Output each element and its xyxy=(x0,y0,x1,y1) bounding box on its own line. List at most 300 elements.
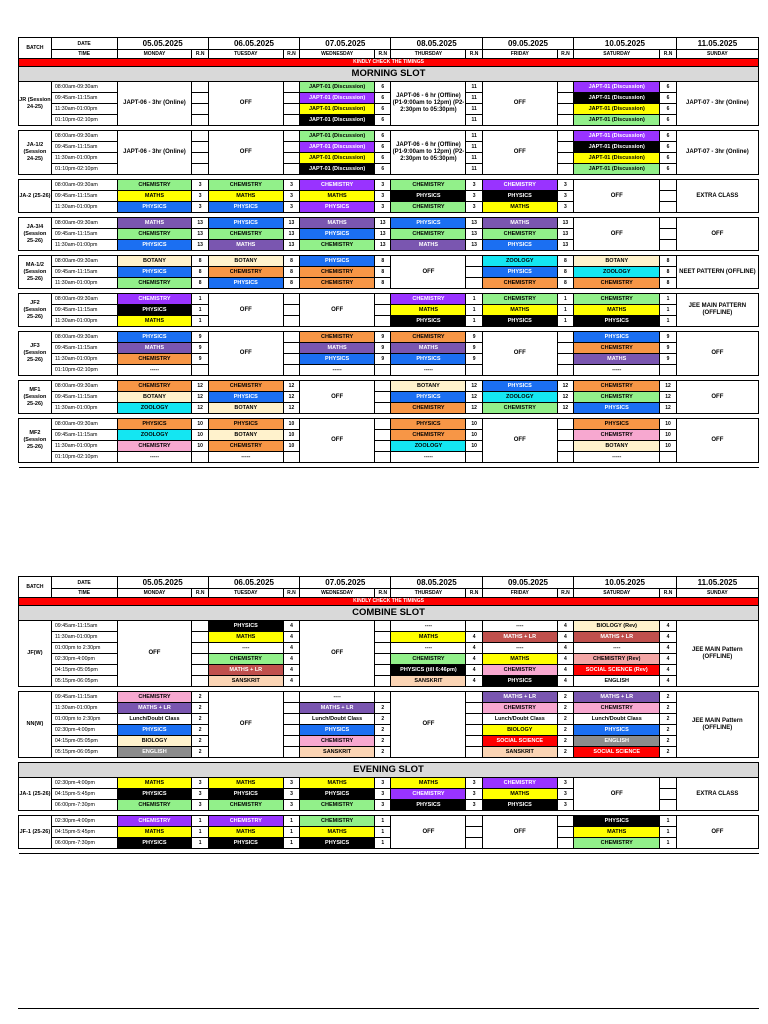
subject-cell-chemistry: CHEMISTRY xyxy=(391,789,466,800)
room-number: 2 xyxy=(660,725,676,736)
room-number: 3 xyxy=(375,789,391,800)
subject-cell-japt-01-discussion: JAPT-01 (Discussion) xyxy=(574,142,660,153)
time-header: TIME xyxy=(51,589,117,598)
subject-cell-chemistry: CHEMISTRY xyxy=(391,654,466,665)
room-number: 6 xyxy=(660,115,676,126)
room-number: 6 xyxy=(660,142,676,153)
room-number: 4 xyxy=(283,632,299,643)
subject-cell-japt-01-discussion: JAPT-01 (Discussion) xyxy=(574,104,660,115)
day-fri: FRIDAY xyxy=(482,50,557,59)
room-number xyxy=(557,419,573,430)
subject-cell-maths: MATHS xyxy=(117,827,192,838)
room-number xyxy=(466,278,482,289)
subject-cell-maths-lr: MATHS + LR xyxy=(117,703,192,714)
time-slot: 08:00am-09:30am xyxy=(51,256,117,267)
room-number: 3 xyxy=(283,202,299,213)
table-row xyxy=(19,82,759,93)
batch-name: JA-1/2 (Session 24-25) xyxy=(19,131,52,175)
room-number: 8 xyxy=(283,267,299,278)
room-number: 2 xyxy=(557,714,573,725)
room-number xyxy=(557,142,573,153)
room-number: 1 xyxy=(466,316,482,327)
batch-header: BATCH xyxy=(19,38,52,59)
room-number xyxy=(192,452,208,463)
room-number: 13 xyxy=(192,229,208,240)
subject-cell-physics: PHYSICS xyxy=(208,218,283,229)
batch-name: JA-3/4 (Session 25-26) xyxy=(19,218,52,251)
subject-cell-maths: MATHS xyxy=(208,632,283,643)
room-number xyxy=(466,725,482,736)
room-number: 1 xyxy=(557,316,573,327)
slot-title: MORNING SLOT xyxy=(19,67,759,82)
subject-cell-: ---- xyxy=(574,643,660,654)
table-row xyxy=(19,452,759,463)
rn-header: R.N xyxy=(660,589,676,598)
subject-cell-english: ENGLISH xyxy=(574,676,660,687)
time-slot: 08:00am-09:30am xyxy=(51,131,117,142)
time-slot: 08:00am-09:30am xyxy=(51,180,117,191)
page-bottom-rule xyxy=(18,1008,759,1009)
table-row xyxy=(19,256,759,267)
room-number: 10 xyxy=(466,430,482,441)
room-number xyxy=(466,267,482,278)
room-number: 3 xyxy=(557,202,573,213)
subject-cell-maths-lr: MATHS + LR xyxy=(574,692,660,703)
subject-cell-lunch-doubt-class: Lunch/Doubt Class xyxy=(300,714,375,725)
time-slot: 11:30am-01:00pm xyxy=(51,354,117,365)
room-number: 2 xyxy=(557,692,573,703)
subject-cell-japt-01-discussion: JAPT-01 (Discussion) xyxy=(300,142,375,153)
room-number: 1 xyxy=(192,838,208,849)
sunday-cell: JEE MAIN Pattern (OFFLINE) xyxy=(676,621,758,687)
room-number: 3 xyxy=(192,202,208,213)
subject-cell-japt-01-discussion: JAPT-01 (Discussion) xyxy=(574,164,660,175)
subject-cell-chemistry: CHEMISTRY xyxy=(300,278,375,289)
subject-cell-sanskrit: SANSKRIT xyxy=(208,676,283,687)
room-number: 10 xyxy=(466,441,482,452)
subject-cell-chemistry: CHEMISTRY xyxy=(300,800,375,811)
subject-cell-chemistry: CHEMISTRY xyxy=(482,703,557,714)
room-number xyxy=(283,332,299,343)
time-slot: 11:30am-01:00pm xyxy=(51,104,117,115)
subject-cell-physics: PHYSICS xyxy=(117,202,192,213)
merged-cell-off: OFF xyxy=(300,294,375,327)
subject-cell-maths: MATHS xyxy=(117,191,192,202)
date-wed: 07.05.2025 xyxy=(300,577,391,589)
room-number xyxy=(660,778,676,789)
room-number: 9 xyxy=(660,332,676,343)
table-row xyxy=(19,747,759,758)
room-number: 8 xyxy=(557,278,573,289)
time-slot: 06:00pm-7:30pm xyxy=(51,838,117,849)
date-header: DATE xyxy=(51,577,117,589)
day-wed: WEDNESDAY xyxy=(300,589,375,598)
sunday-cell: EXTRA CLASS xyxy=(676,180,758,213)
room-number: 13 xyxy=(466,229,482,240)
room-number xyxy=(283,725,299,736)
room-number xyxy=(283,82,299,93)
subject-cell-physics: PHYSICS xyxy=(208,621,283,632)
room-number: 13 xyxy=(375,218,391,229)
room-number xyxy=(192,654,208,665)
evening-slot-row xyxy=(19,763,759,778)
merged-cell-japt-06-6-hr-offline-p1-9-00am-to-12pm-p2-2-30pm-to-05-30pm: JAPT-06 - 6 hr (Offline) (P1-9:00am to 12pm) (P2-2:30pm to 05:30pm) xyxy=(391,82,466,126)
subject-cell-physics: PHYSICS xyxy=(574,419,660,430)
room-number: 8 xyxy=(192,256,208,267)
day-tue: TUESDAY xyxy=(208,589,283,598)
morning-timetable xyxy=(18,33,759,468)
subject-cell-botany: BOTANY xyxy=(574,256,660,267)
room-number: 12 xyxy=(283,392,299,403)
room-number xyxy=(283,703,299,714)
room-number xyxy=(466,816,482,827)
subject-cell-physics-till-6-46pm: PHYSICS (till 6:46pm) xyxy=(391,665,466,676)
room-number xyxy=(660,218,676,229)
subject-cell-maths: MATHS xyxy=(574,354,660,365)
room-number: 12 xyxy=(557,381,573,392)
room-number: 3 xyxy=(283,180,299,191)
table-row xyxy=(19,838,759,849)
room-number: 3 xyxy=(192,789,208,800)
subject-cell-social-science: SOCIAL SCIENCE xyxy=(482,736,557,747)
room-number: 1 xyxy=(283,838,299,849)
time-slot: 08:00am-09:30am xyxy=(51,218,117,229)
room-number: 1 xyxy=(192,305,208,316)
subject-cell-: ---- xyxy=(300,692,375,703)
subject-cell-maths: MATHS xyxy=(391,778,466,789)
subject-cell-maths: MATHS xyxy=(117,316,192,327)
batch-name: JF-1 (25-26) xyxy=(19,816,52,849)
room-number: 6 xyxy=(660,93,676,104)
day-thu: THURSDAY xyxy=(391,589,466,598)
room-number: 4 xyxy=(466,676,482,687)
subject-cell-chemistry: CHEMISTRY xyxy=(300,240,375,251)
room-number: 9 xyxy=(375,332,391,343)
subject-cell-physics: PHYSICS xyxy=(208,202,283,213)
subject-cell-chemistry: CHEMISTRY xyxy=(391,403,466,414)
time-slot: 11:30am-01:00pm xyxy=(51,202,117,213)
room-number xyxy=(466,838,482,849)
subject-cell-english: ENGLISH xyxy=(117,747,192,758)
room-number: 2 xyxy=(192,747,208,758)
time-slot: 01:10pm-02:10pm xyxy=(51,164,117,175)
subject-cell-chemistry-rev: CHEMISTRY (Rev) xyxy=(574,654,660,665)
subject-cell-: ----- xyxy=(117,452,192,463)
subject-cell-physics: PHYSICS xyxy=(300,256,375,267)
time-slot: 11:30am-01:00pm xyxy=(51,278,117,289)
subject-cell-physics: PHYSICS xyxy=(117,838,192,849)
room-number xyxy=(283,294,299,305)
room-number: 13 xyxy=(283,240,299,251)
subject-cell-physics: PHYSICS xyxy=(300,229,375,240)
room-number: 6 xyxy=(660,131,676,142)
room-number: 4 xyxy=(466,643,482,654)
table-row xyxy=(19,827,759,838)
subject-cell-chemistry: CHEMISTRY xyxy=(208,267,283,278)
subject-cell-chemistry: CHEMISTRY xyxy=(482,665,557,676)
merged-cell-off: OFF xyxy=(574,778,660,811)
room-number xyxy=(375,381,391,392)
date-fri: 09.05.2025 xyxy=(482,577,573,589)
subject-cell-: ----- xyxy=(391,365,466,376)
subject-cell-maths: MATHS xyxy=(208,240,283,251)
room-number: 6 xyxy=(660,164,676,175)
time-slot: 09:45am-11:15am xyxy=(51,93,117,104)
table-row xyxy=(19,332,759,343)
room-number xyxy=(283,747,299,758)
room-number: 12 xyxy=(192,403,208,414)
subject-cell-: ---- xyxy=(391,621,466,632)
table-row xyxy=(19,816,759,827)
subject-cell-maths: MATHS xyxy=(391,305,466,316)
room-number: 12 xyxy=(466,381,482,392)
room-number: 9 xyxy=(660,343,676,354)
batch-name: JF3 (Session 25-26) xyxy=(19,332,52,376)
table-row xyxy=(19,441,759,452)
room-number xyxy=(557,441,573,452)
subject-cell-biology-rev: BIOLOGY (Rev) xyxy=(574,621,660,632)
sunday-cell: OFF xyxy=(676,332,758,376)
room-number: 3 xyxy=(375,800,391,811)
room-number xyxy=(192,164,208,175)
merged-cell-off: OFF xyxy=(482,419,557,463)
table-row xyxy=(19,180,759,191)
room-number xyxy=(466,714,482,725)
subject-cell-sanskrit: SANSKRIT xyxy=(391,676,466,687)
table-row xyxy=(19,692,759,703)
subject-cell-: ----- xyxy=(574,365,660,376)
room-number xyxy=(557,430,573,441)
room-number: 3 xyxy=(192,778,208,789)
subject-cell-chemistry: CHEMISTRY xyxy=(574,430,660,441)
date-tue: 06.05.2025 xyxy=(208,38,299,50)
room-number: 11 xyxy=(466,93,482,104)
room-number: 13 xyxy=(283,218,299,229)
subject-cell-biology: BIOLOGY xyxy=(482,725,557,736)
subject-cell-botany: BOTANY xyxy=(117,256,192,267)
rn-header: R.N xyxy=(192,50,208,59)
room-number: 12 xyxy=(283,403,299,414)
room-number: 11 xyxy=(466,142,482,153)
date-mon: 05.05.2025 xyxy=(117,38,208,50)
room-number: 2 xyxy=(192,692,208,703)
subject-cell-maths: MATHS xyxy=(391,240,466,251)
room-number: 4 xyxy=(660,643,676,654)
room-number xyxy=(283,142,299,153)
table-row xyxy=(19,778,759,789)
room-number xyxy=(557,332,573,343)
room-number: 12 xyxy=(192,392,208,403)
subject-cell-maths: MATHS xyxy=(208,827,283,838)
room-number: 4 xyxy=(283,676,299,687)
time-slot: 11:30am-01:00pm xyxy=(51,316,117,327)
room-number: 3 xyxy=(466,789,482,800)
merged-cell-off: OFF xyxy=(208,82,283,126)
sunday-cell: JAPT-07 - 3hr (Online) xyxy=(676,82,758,126)
room-number xyxy=(466,747,482,758)
subject-cell-japt-01-discussion: JAPT-01 (Discussion) xyxy=(300,82,375,93)
room-number: 1 xyxy=(192,294,208,305)
merged-cell-off: OFF xyxy=(117,621,192,687)
room-number xyxy=(375,692,391,703)
day-wed: WEDNESDAY xyxy=(300,50,375,59)
time-slot: 02:30pm-4:00pm xyxy=(51,654,117,665)
subject-cell-chemistry: CHEMISTRY xyxy=(574,392,660,403)
rn-header: R.N xyxy=(283,589,299,598)
room-number xyxy=(283,93,299,104)
room-number: 13 xyxy=(192,240,208,251)
room-number xyxy=(283,316,299,327)
subject-cell-lunch-doubt-class: Lunch/Doubt Class xyxy=(482,714,557,725)
subject-cell-zoology: ZOOLOGY xyxy=(482,256,557,267)
table-row xyxy=(19,714,759,725)
room-number: 4 xyxy=(660,621,676,632)
subject-cell-physics: PHYSICS xyxy=(208,789,283,800)
room-number: 10 xyxy=(660,430,676,441)
room-number xyxy=(375,621,391,632)
room-number: 3 xyxy=(283,191,299,202)
room-number xyxy=(283,736,299,747)
subject-cell-physics: PHYSICS xyxy=(482,676,557,687)
room-number xyxy=(375,632,391,643)
subject-cell-: ----- xyxy=(574,452,660,463)
room-number: 6 xyxy=(660,153,676,164)
room-number xyxy=(375,294,391,305)
room-number xyxy=(375,305,391,316)
table-row xyxy=(19,343,759,354)
merged-cell-off: OFF xyxy=(574,180,660,213)
batch-name: JF2 (Session 25-26) xyxy=(19,294,52,327)
subject-cell-maths: MATHS xyxy=(574,305,660,316)
room-number: 4 xyxy=(283,665,299,676)
subject-cell-chemistry: CHEMISTRY xyxy=(117,354,192,365)
batch-header: BATCH xyxy=(19,577,52,598)
room-number: 4 xyxy=(283,643,299,654)
time-slot: 08:00am-09:30am xyxy=(51,381,117,392)
subject-cell-biology: BIOLOGY xyxy=(117,736,192,747)
room-number: 9 xyxy=(192,354,208,365)
room-number xyxy=(660,789,676,800)
subject-cell-physics: PHYSICS xyxy=(391,419,466,430)
merged-cell-off: OFF xyxy=(482,332,557,376)
date-thu: 08.05.2025 xyxy=(391,38,482,50)
time-slot: 09:45am-11:15am xyxy=(51,692,117,703)
room-number: 8 xyxy=(375,267,391,278)
room-number xyxy=(660,180,676,191)
room-number xyxy=(192,142,208,153)
room-number: 8 xyxy=(192,278,208,289)
table-row xyxy=(19,365,759,376)
room-number: 3 xyxy=(283,800,299,811)
date-sat: 10.05.2025 xyxy=(574,577,677,589)
subject-cell-physics: PHYSICS xyxy=(117,267,192,278)
subject-cell-english: ENGLISH xyxy=(574,736,660,747)
date-fri: 09.05.2025 xyxy=(482,38,573,50)
room-number: 2 xyxy=(660,703,676,714)
subject-cell-maths: MATHS xyxy=(300,191,375,202)
date-sun: 11.05.2025 xyxy=(676,577,758,589)
room-number xyxy=(660,240,676,251)
timing-notice: KINDLY CHECK THE TIMINGS xyxy=(19,59,759,67)
room-number: 2 xyxy=(660,692,676,703)
subject-cell-physics: PHYSICS xyxy=(574,332,660,343)
room-number: 1 xyxy=(283,827,299,838)
subject-cell-physics: PHYSICS xyxy=(482,267,557,278)
subject-cell-chemistry: CHEMISTRY xyxy=(482,294,557,305)
subject-cell-physics: PHYSICS xyxy=(208,419,283,430)
room-number: 10 xyxy=(283,430,299,441)
subject-cell-chemistry: CHEMISTRY xyxy=(208,816,283,827)
day-thu: THURSDAY xyxy=(391,50,466,59)
subject-cell-physics: PHYSICS xyxy=(574,816,660,827)
room-number xyxy=(192,643,208,654)
room-number: 3 xyxy=(375,202,391,213)
room-number: 11 xyxy=(466,104,482,115)
time-slot: 08:00am-09:30am xyxy=(51,82,117,93)
subject-cell-: ----- xyxy=(300,365,375,376)
room-number xyxy=(283,115,299,126)
room-number: 4 xyxy=(283,621,299,632)
room-number: 1 xyxy=(192,816,208,827)
room-number: 13 xyxy=(375,240,391,251)
room-number: 1 xyxy=(192,316,208,327)
room-number: 4 xyxy=(466,654,482,665)
subject-cell-physics: PHYSICS xyxy=(117,419,192,430)
combine-evening-timetable xyxy=(18,572,759,854)
table-row xyxy=(19,725,759,736)
room-number: 2 xyxy=(375,714,391,725)
subject-cell-chemistry: CHEMISTRY xyxy=(482,180,557,191)
batch-name: JA-1 (25-26) xyxy=(19,778,52,811)
subject-cell-japt-01-discussion: JAPT-01 (Discussion) xyxy=(574,131,660,142)
room-number: 8 xyxy=(557,267,573,278)
room-number xyxy=(192,665,208,676)
subject-cell-chemistry: CHEMISTRY xyxy=(300,816,375,827)
room-number: 4 xyxy=(557,621,573,632)
table-row xyxy=(19,430,759,441)
time-slot: 04:15pm-5:45pm xyxy=(51,789,117,800)
subject-cell-japt-01-discussion: JAPT-01 (Discussion) xyxy=(300,115,375,126)
room-number: 10 xyxy=(192,419,208,430)
room-number: 10 xyxy=(283,441,299,452)
room-number xyxy=(660,800,676,811)
room-number xyxy=(557,93,573,104)
subject-cell-physics: PHYSICS xyxy=(300,202,375,213)
subject-cell-physics: PHYSICS xyxy=(482,800,557,811)
batch-name: MF1 (Session 25-26) xyxy=(19,381,52,414)
merged-cell-off: OFF xyxy=(482,816,557,849)
subject-cell-physics: PHYSICS xyxy=(391,800,466,811)
room-number: 8 xyxy=(375,278,391,289)
room-number: 2 xyxy=(375,736,391,747)
subject-cell-physics: PHYSICS xyxy=(482,381,557,392)
room-number: 1 xyxy=(660,305,676,316)
room-number xyxy=(283,153,299,164)
subject-cell-maths: MATHS xyxy=(208,191,283,202)
subject-cell-chemistry: CHEMISTRY xyxy=(574,343,660,354)
room-number xyxy=(192,104,208,115)
subject-cell-chemistry: CHEMISTRY xyxy=(574,703,660,714)
rn-header: R.N xyxy=(375,50,391,59)
room-number xyxy=(375,316,391,327)
room-number: 3 xyxy=(557,180,573,191)
subject-cell-maths: MATHS xyxy=(482,789,557,800)
timing-notice: KINDLY CHECK THE TIMINGS xyxy=(19,598,759,606)
subject-cell-: ---- xyxy=(391,643,466,654)
room-number: 2 xyxy=(660,747,676,758)
table-row xyxy=(19,316,759,327)
subject-cell-physics: PHYSICS xyxy=(208,392,283,403)
